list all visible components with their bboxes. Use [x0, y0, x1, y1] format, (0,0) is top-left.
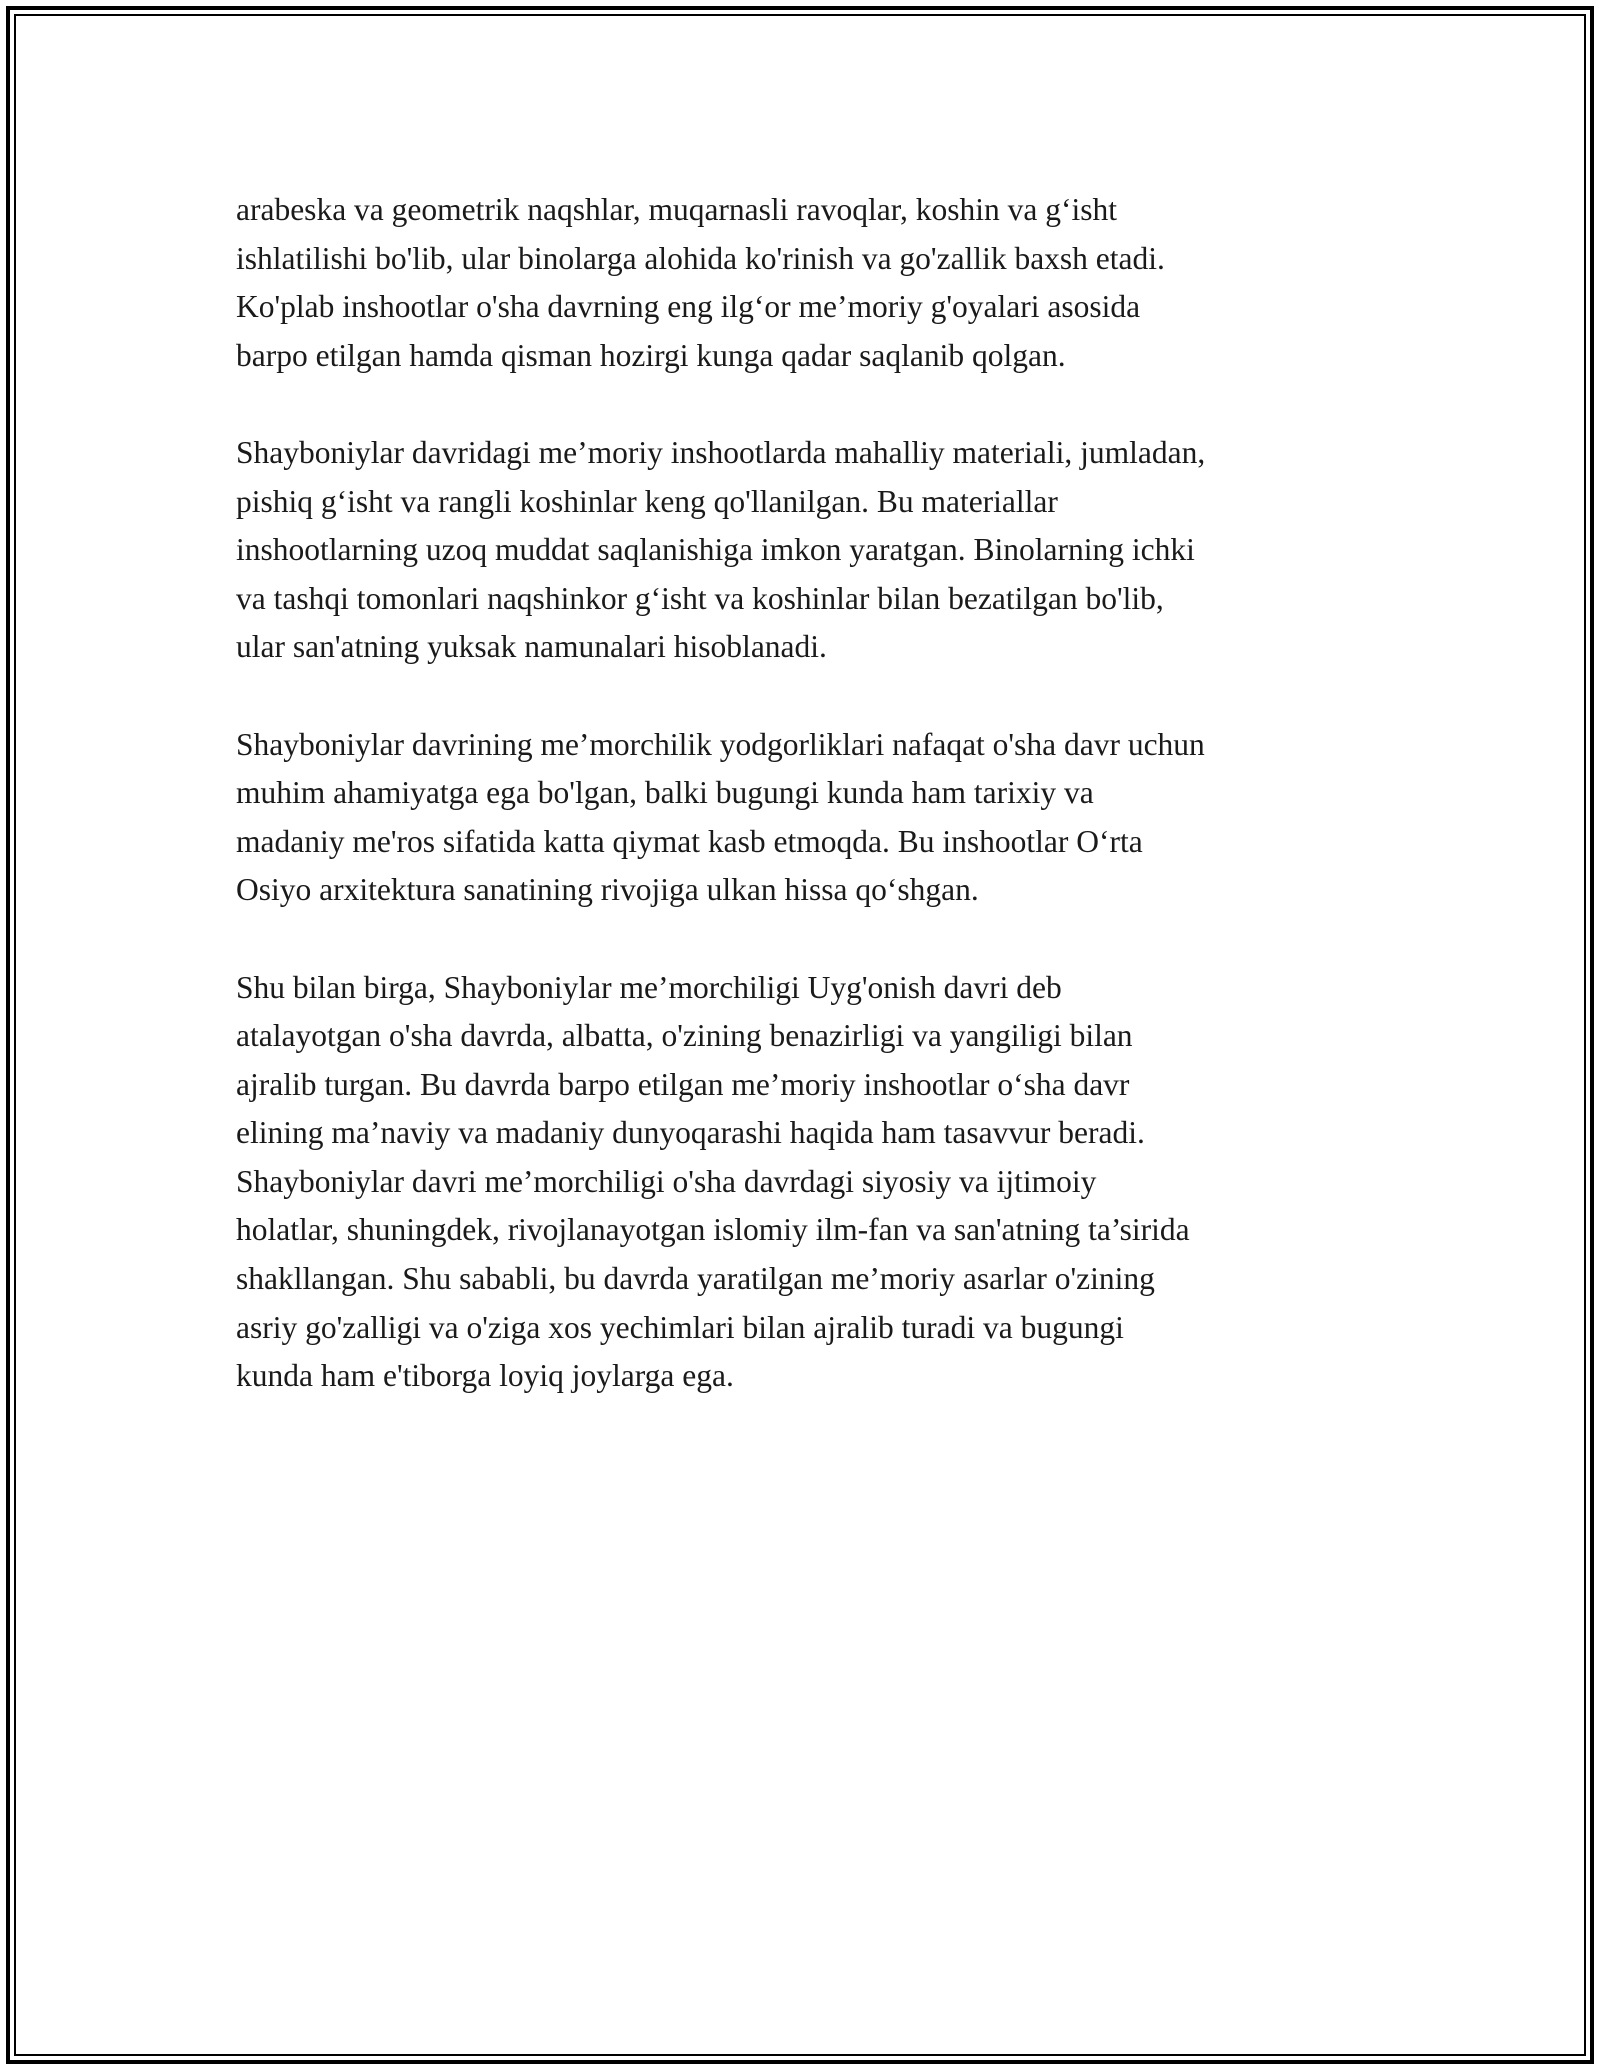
text-line: pishiq g‘isht va rangli koshinlar keng qo'llanilgan. Bu materiallar [236, 483, 1058, 519]
text-line: inshootlarning uzoq muddat saqlanishiga imkon yaratgan. Binolarning ichki [236, 532, 1195, 568]
text-line: Ko'plab inshootlar o'sha davrning eng ilg‘or me’moriy g'oyalari asosida [236, 289, 1141, 325]
text-line: arabeska va geometrik naqshlar, muqarnasli ravoqlar, koshin va g‘isht [236, 192, 1117, 227]
paragraph-2 [236, 429, 1386, 672]
text-line: Osiyo arxitektura sanatining rivojiga ulkan hissa qo‘shgan. [236, 872, 979, 908]
text-line: holatlar, shuningdek, rivojlanayotgan islomiy ilm-fan va san'atning ta’sirida [236, 1212, 1190, 1248]
text-line: Shayboniylar davri me’morchiligi o'sha davrdagi siyosiy va ijtimoiy [236, 1163, 1097, 1199]
paragraph-3 [236, 721, 1386, 915]
text-line: atalayotgan o'sha davrda, albatta, o'zining benazirligi va yangiligi bilan [236, 1018, 1133, 1054]
document-body [236, 186, 1386, 1449]
text-line: asriy go'zalligi va o'ziga xos yechimlari bilan ajralib turadi va bugungi [236, 1309, 1124, 1345]
text-line: ishlatilishi bo'lib, ular binolarga alohida ko'rinish va go'zallik baxsh etadi. [236, 240, 1165, 276]
text-line: elining ma’naviy va madaniy dunyoqarashi haqida ham tasavvur beradi. [236, 1115, 1145, 1151]
text-line: Shayboniylar davridagi me’moriy inshootlarda mahalliy materiali, jumladan, [236, 434, 1206, 470]
text-line: shakllangan. Shu sababli, bu davrda yaratilgan me’moriy asarlar o'zining [236, 1261, 1155, 1297]
text-line: kunda ham e'tiborga loyiq joylarga ega. [236, 1358, 734, 1394]
text-line: va tashqi tomonlari naqshinkor g‘isht va koshinlar bilan bezatilgan bo'lib, [236, 580, 1164, 616]
text-line: ular san'atning yuksak namunalari hisoblanadi. [236, 629, 827, 665]
paragraph-4 [236, 964, 1386, 1401]
text-line: barpo etilgan hamda qisman hozirgi kunga qadar saqlanib qolgan. [236, 337, 1066, 373]
paragraph-1 [236, 186, 1386, 380]
text-line: muhim ahamiyatga ega bo'lgan, balki bugungi kunda ham tarixiy va [236, 775, 1094, 811]
text-line: madaniy me'ros sifatida katta qiymat kasb etmoqda. Bu inshootlar O‘rta [236, 823, 1143, 859]
text-line: ajralib turgan. Bu davrda barpo etilgan me’moriy inshootlar o‘sha davr [236, 1066, 1130, 1102]
text-line: Shu bilan birga, Shayboniylar me’morchiligi Uyg'onish davri deb [236, 969, 1062, 1005]
text-line: Shayboniylar davrining me’morchilik yodgorliklari nafaqat o'sha davr uchun [236, 726, 1205, 762]
